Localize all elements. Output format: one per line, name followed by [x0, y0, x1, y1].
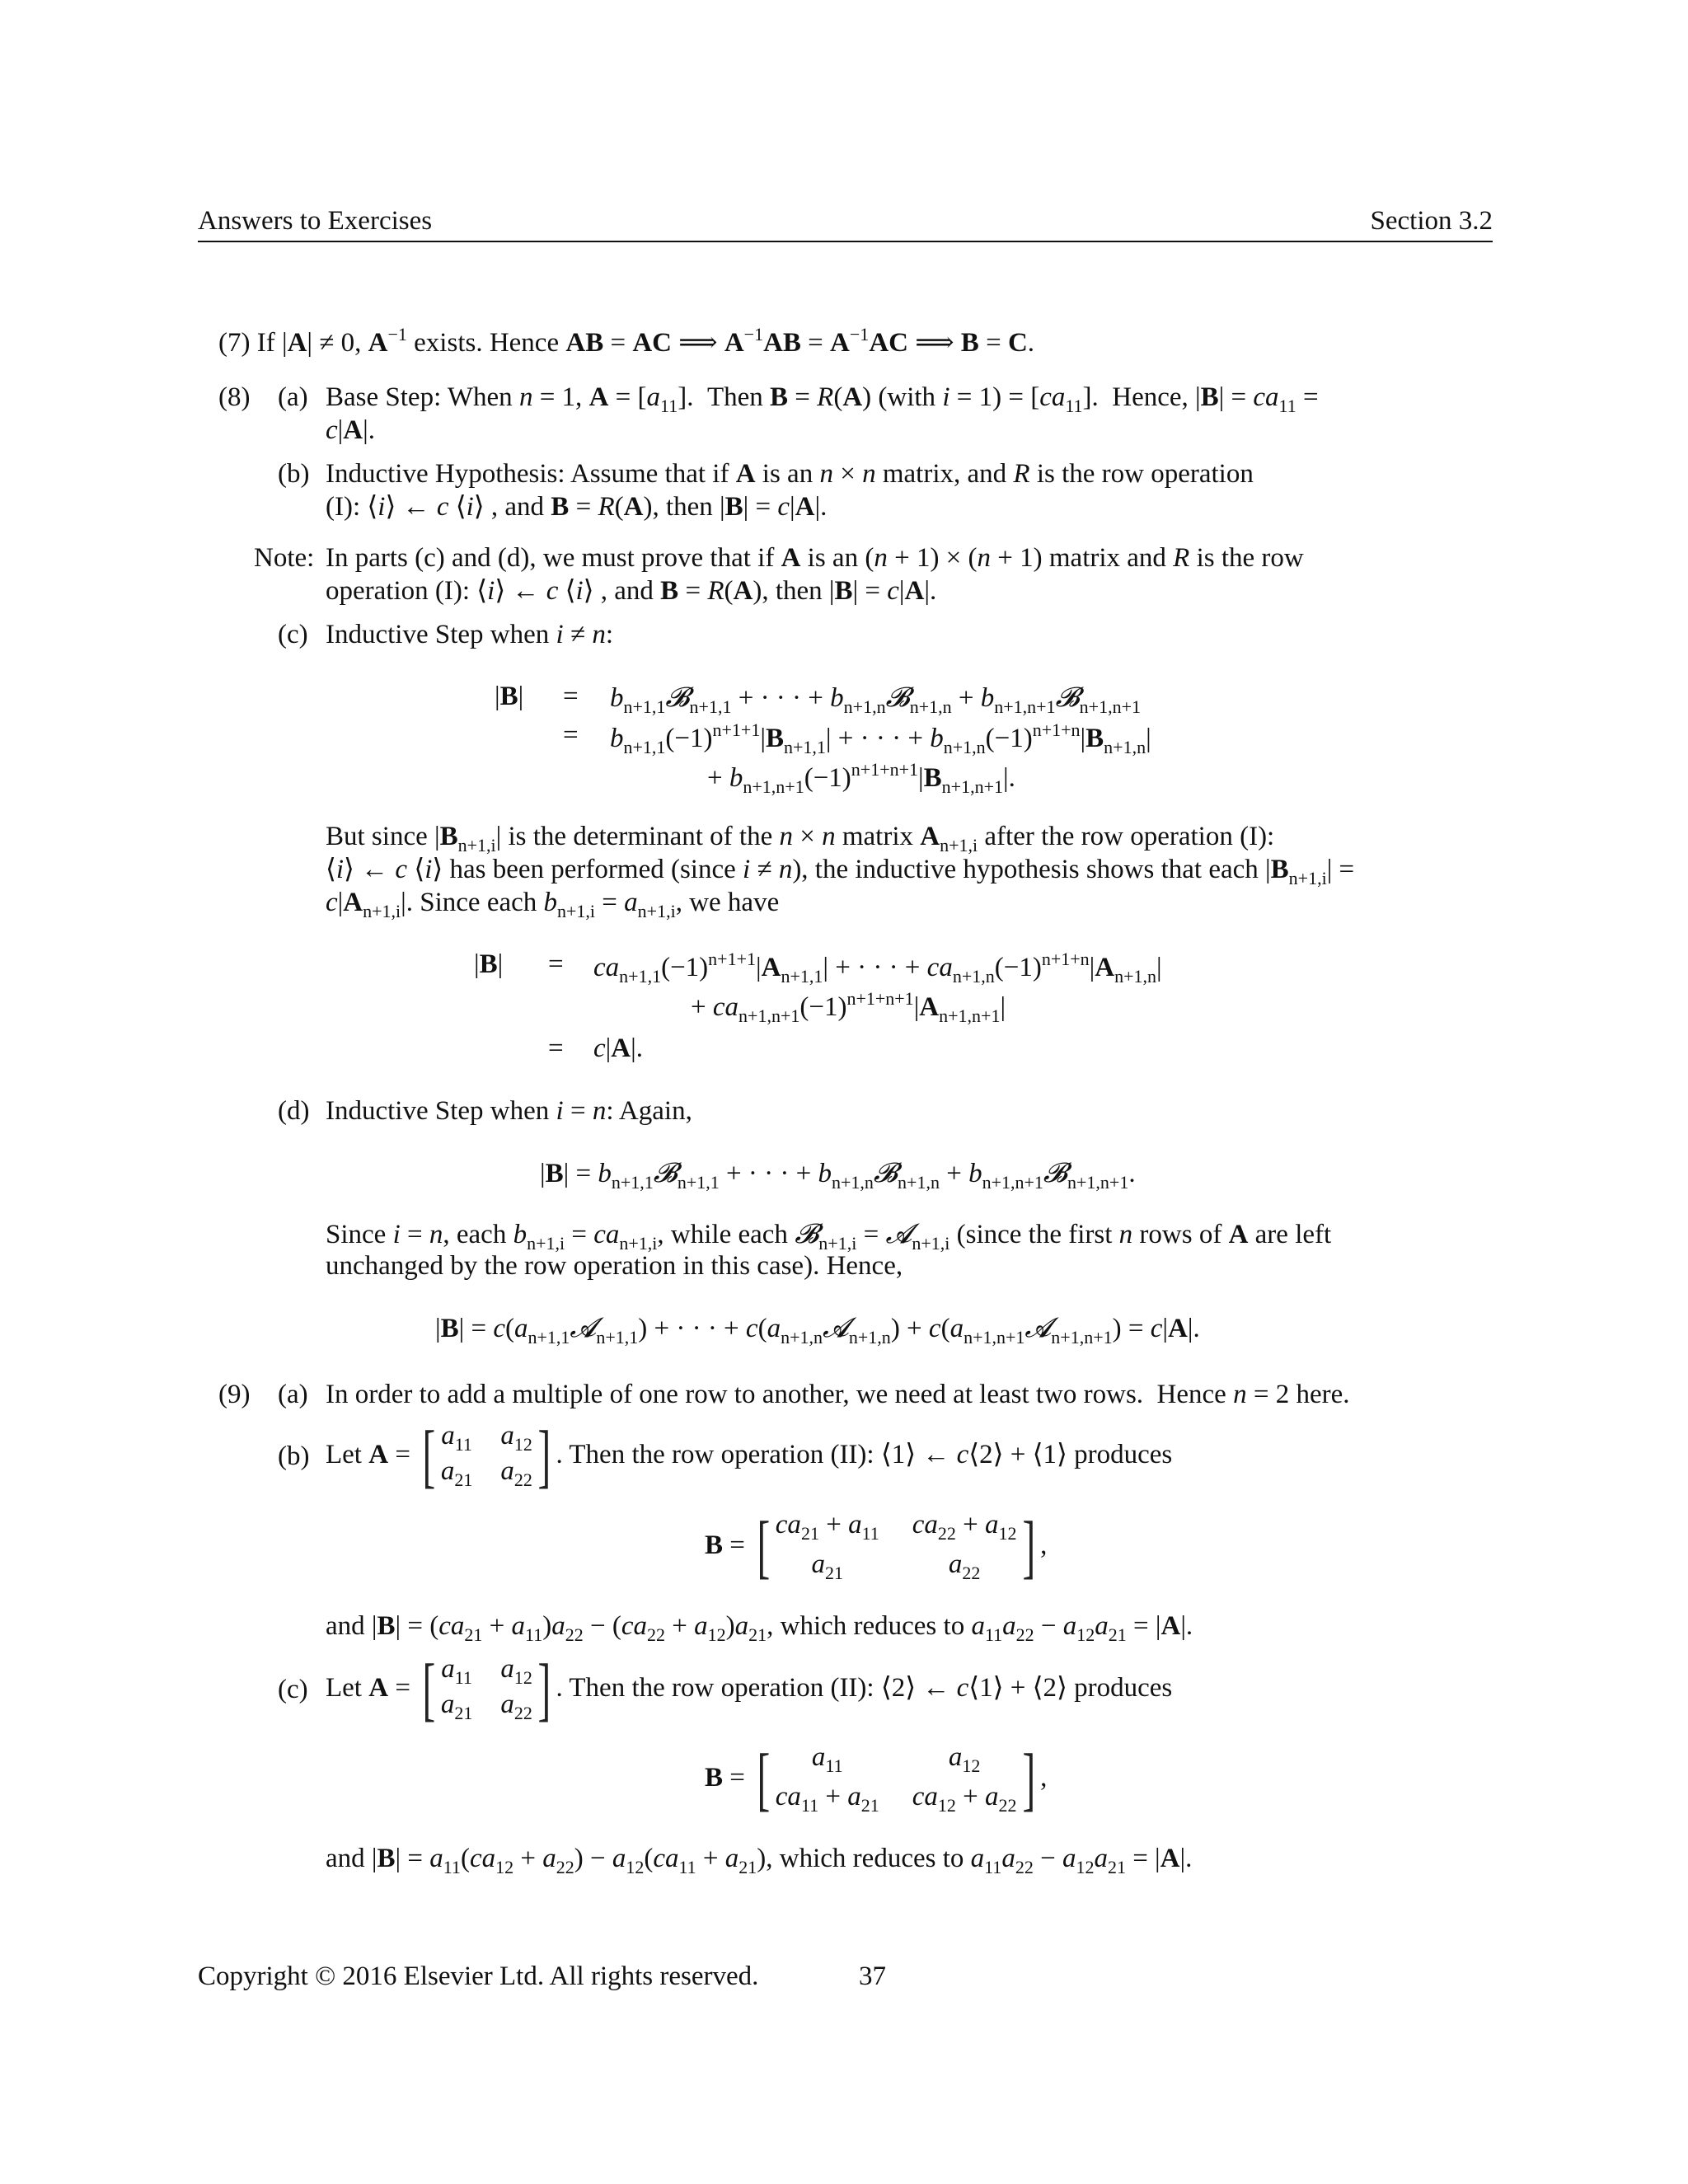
footer-copyright: Copyright © 2016 Elsevier Ltd. All rights reserved.	[198, 1961, 759, 1991]
part-9b-label: (b)	[278, 1441, 310, 1471]
part-9c-label: (c)	[278, 1675, 308, 1704]
part-a-label: (a)	[278, 382, 308, 412]
eq-8c-row2: $b_{n+1,1}(-1)^{n+1+1}|B_{n+1,1}|$ + · · · + $b_{n+1,n}(-1)^{n+1+n}|B_{n+1,n}|$	[610, 719, 1151, 757]
header-rule	[198, 241, 1493, 242]
eq-8c-eq1: =	[563, 682, 579, 711]
eq-8d: $|B| = b_{n+1,1}𝓑_{n+1,1}$ + · · · + $b_{n+1,n}𝓑_{n+1,n}$ + $b_{n+1,n+1}𝓑_{n+1,n+1}$.	[540, 1156, 1136, 1193]
exercise-9c-line: Let A = [ $a_{11}$ $a_{12}$ $a_{21}$ $a_{22}$ ] . Then the row operation (II): ⟨2⟩ ← c⟨1⟩ + ⟨2⟩ produces	[326, 1649, 1173, 1728]
exercise-8b-line2: (I): ⟨i⟩ ← c ⟨i⟩ , and B = R(A), then |B| = c|A|.	[326, 492, 828, 522]
exercise-9c-result: and $|B| = a_{11}(ca_{12} + a_{22}) - a_{12}(ca_{11} + a_{21})$, which reduces to $a_{11}a_{22} - a_{12}a_{21} = |A|$.	[326, 1844, 1193, 1877]
note-label: Note:	[254, 543, 315, 573]
eq-8c2-eq2: =	[548, 1033, 564, 1063]
eq-8c-lhs: |B|	[495, 682, 524, 711]
exercise-7: (7) If |A| ≠ 0, $A^{-1}$ exists. Hence AB = AC ⟹ $A^{-1}AB = A^{-1}AC$ ⟹ B = C.	[218, 324, 1035, 358]
exercise-8c-para-line1: But since $|B_{n+1,i}|$ is the determinant of the n × n matrix $A_{n+1,i}$ after the row operation (I):	[326, 822, 1275, 855]
exercise-8c-heading: Inductive Step when i ≠ n:	[326, 620, 613, 649]
part-c-label: (c)	[278, 620, 308, 649]
part-b-label: (b)	[278, 459, 310, 489]
exercise-8b-line1: Inductive Hypothesis: Assume that if A is an n × n matrix, and R is the row operation	[326, 459, 1254, 489]
exercise-8d-para-line1: Since i = n, each $b_{n+1,i} = ca_{n+1,i}$, while each 𝓑$_{n+1,i}$ = 𝓐$_{n+1,i}$ (since the first n rows of A are left	[326, 1217, 1332, 1254]
matrix-a-9b: [ $a_{11}$ $a_{12}$ $a_{21}$ $a_{22}$ ]	[422, 1416, 551, 1495]
matrix-b-9c: B = [ $a_{11}$ $a_{12}$ $ca_{11} + a_{21}$ $ca_{12} + a_{22}$ ] ,	[705, 1739, 1048, 1818]
exercise-9a: In order to add a multiple of one row to another, we need at least two rows. Hence n = 2 here.	[326, 1380, 1350, 1409]
eq-8c-eq2: =	[563, 720, 579, 750]
matrix-b-9b: B = [ $ca_{21} + a_{11}$ $ca_{22} + a_{12}$ $a_{21}$ $a_{22}$ ] ,	[705, 1507, 1048, 1586]
exercise-8c-para-line2: ⟨i⟩ ← c ⟨i⟩ has been performed (since i ≠ n), the inductive hypothesis shows that each $|B_{n+1,i}|$ =	[326, 855, 1355, 888]
page-number: 37	[859, 1961, 886, 1991]
note-line1: In parts (c) and (d), we must prove that if A is an (n + 1) × (n + 1) matrix and R is the row	[326, 543, 1304, 573]
exercise-9b-result: and $|B| = (ca_{21} + a_{11})a_{22} - (ca_{22} + a_{12})a_{21}$, which reduces to $a_{11}a_{22} - a_{12}a_{21} = |A|$.	[326, 1611, 1193, 1645]
exercise-9-label: (9)	[218, 1380, 251, 1409]
exercise-8d-heading: Inductive Step when i = n: Again,	[326, 1096, 692, 1126]
eq-8c-row3: + $b_{n+1,n+1}(-1)^{n+1+n+1}|B_{n+1,n+1}|$.	[707, 759, 1015, 797]
eq-8c2-row2: + $ca_{n+1,n+1}(-1)^{n+1+n+1}|A_{n+1,n+1}|$	[691, 988, 1006, 1026]
matrix-a-9c: [ $a_{11}$ $a_{12}$ $a_{21}$ $a_{22}$ ]	[422, 1649, 551, 1728]
exercise-8d-para-line2: unchanged by the row operation in this case). Hence,	[326, 1251, 903, 1281]
eq-8c2-row3: c|A|.	[593, 1033, 643, 1063]
exercise-9b-line: Let A = [ $a_{11}$ $a_{12}$ $a_{21}$ $a_{22}$ ] . Then the row operation (II): ⟨1⟩ ← c⟨2⟩ + ⟨1⟩ produces	[326, 1416, 1173, 1495]
part-9a-label: (a)	[278, 1380, 308, 1409]
exercise-8c-para-line3: $c|A_{n+1,i}|$. Since each $b_{n+1,i} = a_{n+1,i}$, we have	[326, 888, 780, 921]
header-left: Answers to Exercises	[198, 206, 433, 236]
eq-8d-final: $|B| = c(a_{n+1,1}𝓐_{n+1,1})$ + · · · + $c(a_{n+1,n}𝓐_{n+1,n})$ + $c(a_{n+1,n+1}𝓐_{n+1,n+1}) = c|A|$.	[435, 1311, 1200, 1347]
eq-8c2-lhs: |B|	[474, 949, 504, 979]
exercise-8a-line2: c|A|.	[326, 415, 375, 445]
header-right: Section 3.2	[1370, 206, 1493, 236]
eq-8c2-row1: $ca_{n+1,1}(-1)^{n+1+1}|A_{n+1,1}|$ + · · · + $ca_{n+1,n}(-1)^{n+1+n}|A_{n+1,n}|$	[593, 949, 1162, 987]
exercise-8a-line1: Base Step: When n = 1, $A = [a_{11}]$. Then B = R(A) (with $i = 1) = [ca_{11}]$. Hence, $|B| = ca_{11}$ =	[326, 382, 1319, 416]
note-line2: operation (I): ⟨i⟩ ← c ⟨i⟩ , and B = R(A), then |B| = c|A|.	[326, 576, 937, 606]
eq-8c-row1: $b_{n+1,1}𝓑_{n+1,1}$ + · · · + $b_{n+1,n}𝓑_{n+1,n}$ + $b_{n+1,n+1}𝓑_{n+1,n+1}$	[610, 681, 1141, 717]
eq-8c2-eq1: =	[548, 949, 564, 979]
part-d-label: (d)	[278, 1096, 310, 1126]
exercise-8-label: (8)	[218, 382, 251, 412]
